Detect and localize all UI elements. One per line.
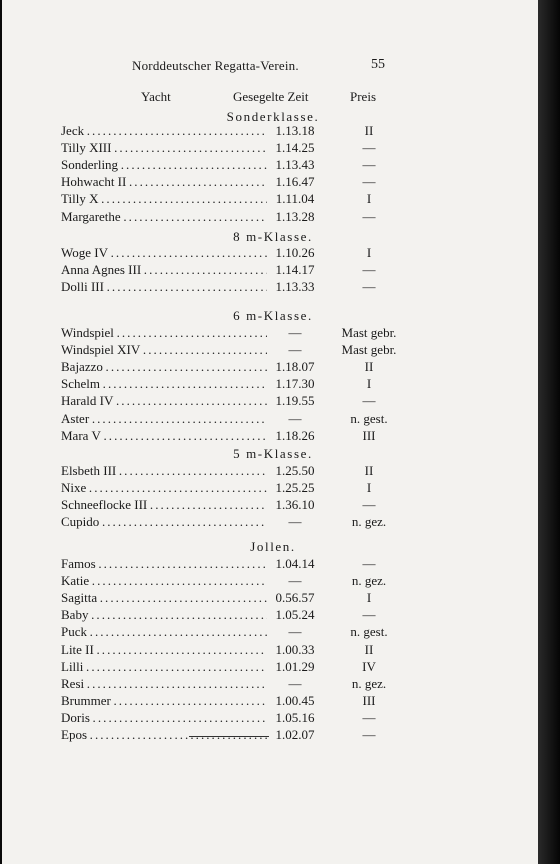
yacht-name: Hohwacht II . . .	[61, 174, 267, 190]
result-row	[2, 342, 538, 358]
result-row	[2, 245, 538, 261]
sailed-time: 1.16.47	[275, 174, 315, 190]
sailed-time: 1.14.17	[275, 262, 315, 278]
result-row	[2, 359, 538, 375]
column-header-prize: Preis	[350, 89, 376, 104]
result-row	[2, 676, 538, 692]
result-row	[2, 710, 538, 726]
yacht-name: Bajazzo . . .	[61, 359, 267, 375]
sailed-time: 1.13.28	[275, 208, 315, 224]
sailed-time: 1.17.30	[275, 376, 315, 392]
prize: III	[362, 692, 376, 708]
result-row	[2, 607, 538, 623]
yacht-name: Tilly XIII . . .	[61, 140, 267, 156]
sailed-time: 1.05.24	[275, 607, 315, 623]
sailed-time: 1.13.43	[275, 157, 315, 173]
yacht-name: Anna Agnes III . . .	[61, 262, 267, 278]
result-row	[2, 514, 538, 530]
yacht-name: Elsbeth III . . .	[61, 463, 267, 479]
sailed-time: —	[288, 325, 302, 340]
result-row	[2, 279, 538, 295]
yacht-name: Windspiel . . .	[61, 325, 267, 341]
result-row	[2, 428, 538, 444]
sailed-time: 1.13.18	[275, 123, 315, 138]
yacht-name: Puck . . .	[61, 624, 267, 640]
yacht-name: Jeck . . .	[61, 123, 267, 139]
column-header-yacht: Yacht	[141, 89, 171, 104]
sailed-time: 1.01.29	[275, 658, 315, 674]
running-head: Norddeutscher Regatta-Verein.	[132, 58, 299, 73]
sailed-time: —	[288, 342, 302, 358]
result-row	[2, 693, 538, 709]
sailed-time: 1.36.10	[275, 497, 315, 513]
result-row	[2, 262, 538, 278]
prize: —	[362, 607, 376, 623]
prize: n. gez.	[351, 675, 387, 691]
prize: —	[362, 709, 376, 725]
yacht-name: Mara V . . .	[61, 428, 267, 444]
prize: IV	[362, 658, 376, 674]
result-row	[2, 325, 538, 341]
prize: Mast gebr.	[341, 325, 397, 340]
yacht-name: Dolli III . . .	[61, 279, 267, 295]
yacht-name: Woge IV . . .	[61, 245, 267, 261]
prize: I	[366, 245, 372, 260]
yacht-name: Resi . . .	[61, 676, 267, 692]
sailed-time: 1.25.25	[275, 480, 315, 496]
column-header-time: Gesegelte Zeit	[233, 89, 309, 104]
page-edge	[538, 0, 560, 864]
result-row	[2, 480, 538, 496]
yacht-name: Famos . . .	[61, 556, 267, 572]
yacht-name: Brummer . . .	[61, 693, 267, 709]
section-title: 5 m-Klasse.	[233, 446, 313, 461]
sailed-time: 1.25.50	[275, 463, 315, 478]
section-title: Jollen.	[250, 539, 296, 554]
prize: —	[362, 727, 376, 742]
yacht-name: Cupido . . .	[61, 514, 267, 530]
prize: n. gest.	[350, 624, 388, 640]
result-row	[2, 556, 538, 572]
sailed-time: —	[288, 410, 302, 426]
result-row	[2, 174, 538, 190]
sailed-time: 1.19.55	[275, 393, 315, 409]
sailed-time: 1.18.26	[275, 427, 315, 443]
sailed-time: 1.02.07	[275, 727, 315, 742]
sailed-time: —	[288, 624, 302, 640]
result-row	[2, 573, 538, 589]
prize: I	[366, 191, 372, 207]
sailed-time: 1.00.45	[275, 692, 315, 708]
section-title: 8 m-Klasse.	[233, 229, 313, 244]
sailed-time: —	[288, 675, 302, 691]
prize: —	[362, 262, 376, 278]
result-row	[2, 463, 538, 479]
result-row	[2, 727, 538, 743]
prize: III	[362, 427, 376, 443]
yacht-name: Margarethe . . .	[61, 209, 267, 225]
result-row	[2, 411, 538, 427]
result-row	[2, 209, 538, 225]
yacht-name: Windspiel XIV . . .	[61, 342, 267, 358]
prize: —	[362, 174, 376, 190]
result-row	[2, 642, 538, 658]
yacht-name: Nixe . . .	[61, 480, 267, 496]
prize: —	[362, 140, 376, 156]
result-row	[2, 191, 538, 207]
result-row	[2, 157, 538, 173]
yacht-name: Schneeflocke III . . .	[61, 497, 267, 513]
yacht-name: Aster . . .	[61, 411, 267, 427]
yacht-name: Epos . . .	[61, 727, 267, 743]
yacht-name: Baby . . .	[61, 607, 267, 623]
sailed-time: 1.10.26	[275, 245, 315, 260]
page-number: 55	[371, 57, 385, 72]
result-row	[2, 624, 538, 640]
prize: I	[366, 480, 372, 496]
yacht-name: Harald IV . . .	[61, 393, 267, 409]
sailed-time: —	[288, 514, 302, 530]
prize: I	[366, 590, 372, 606]
prize: II	[364, 463, 374, 478]
prize: n. gez.	[351, 514, 387, 530]
closing-rule	[189, 736, 269, 737]
yacht-name: Katie . . .	[61, 573, 267, 589]
sailed-time: 0.56.57	[275, 590, 315, 606]
result-row	[2, 393, 538, 409]
result-row	[2, 376, 538, 392]
prize: —	[362, 157, 376, 173]
result-row	[2, 140, 538, 156]
yacht-name: Sonderling . . .	[61, 157, 267, 173]
yacht-name: Sagitta . . .	[61, 590, 267, 606]
book-page	[2, 0, 538, 864]
section-title: Sonderklasse.	[226, 109, 320, 124]
yacht-name: Schelm . . .	[61, 376, 267, 392]
result-row	[2, 123, 538, 139]
result-row	[2, 590, 538, 606]
yacht-name: Lilli . . .	[61, 659, 267, 675]
prize: II	[364, 359, 374, 375]
result-row	[2, 659, 538, 675]
prize: n. gez.	[351, 573, 387, 589]
prize: I	[366, 376, 372, 392]
prize: —	[362, 497, 376, 513]
prize: n. gest.	[350, 410, 388, 426]
yacht-name: Lite II . . .	[61, 642, 267, 658]
sailed-time: 1.18.07	[275, 359, 315, 375]
prize: II	[364, 123, 374, 138]
prize: II	[364, 641, 374, 657]
sailed-time: 1.04.14	[275, 556, 315, 571]
prize: —	[362, 556, 376, 571]
sailed-time: 1.05.16	[275, 709, 315, 725]
prize: Mast gebr.	[341, 342, 397, 358]
sailed-time: 1.11.04	[275, 191, 315, 207]
prize: —	[362, 279, 376, 295]
result-row	[2, 497, 538, 513]
section-title: 6 m-Klasse.	[233, 308, 313, 323]
sailed-time: 1.14.25	[275, 140, 315, 156]
prize: —	[362, 393, 376, 409]
sailed-time: 1.13.33	[275, 279, 315, 295]
sailed-time: 1.00.33	[275, 641, 315, 657]
yacht-name: Doris . . .	[61, 710, 267, 726]
sailed-time: —	[288, 573, 302, 589]
yacht-name: Tilly X . . .	[61, 191, 267, 207]
prize: —	[362, 208, 376, 224]
